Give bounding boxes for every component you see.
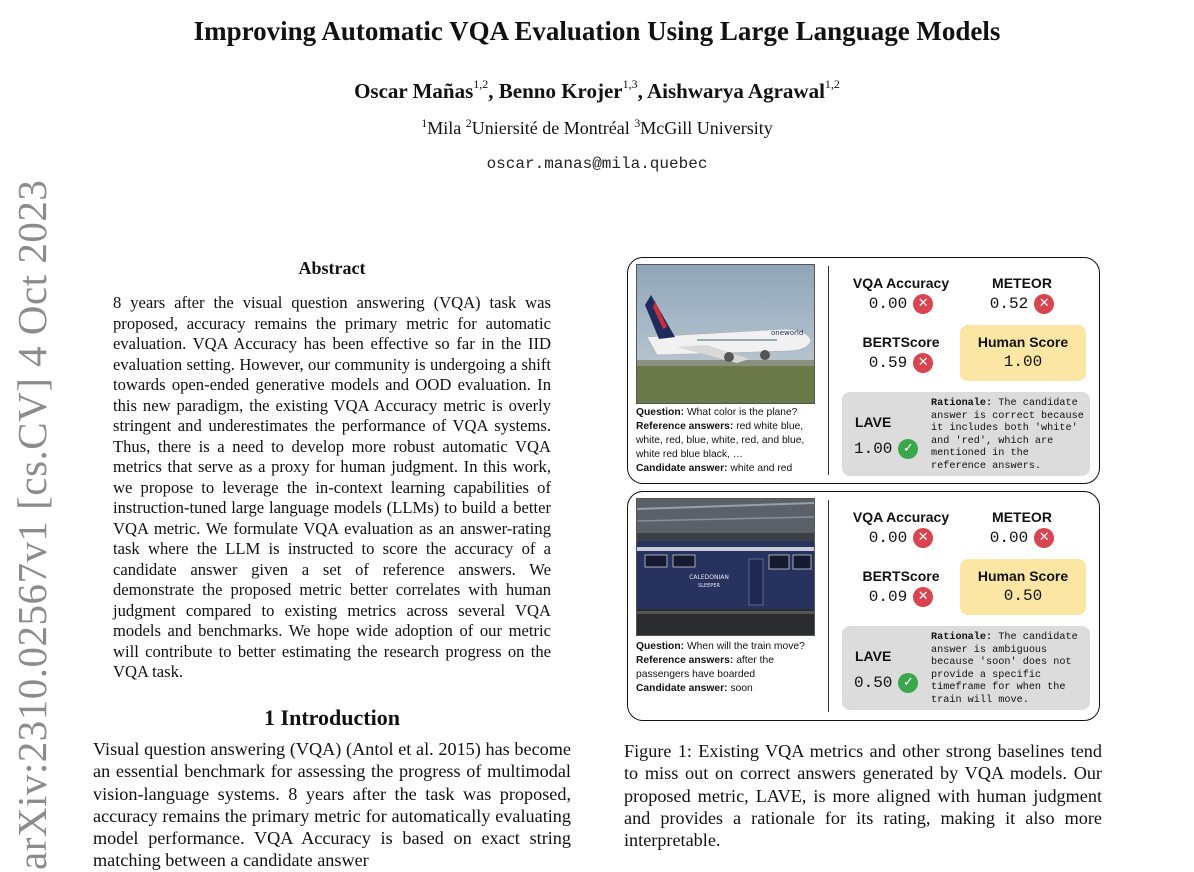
lave-box bbox=[842, 392, 1090, 476]
metric-value: 0.50 bbox=[1003, 587, 1043, 605]
example-qa-block bbox=[636, 406, 826, 476]
metric-value: 0.52 bbox=[989, 295, 1029, 313]
author-affiliation-marker: 1,2 bbox=[473, 77, 489, 91]
photo-airplane bbox=[636, 264, 815, 404]
affiliation-number: 1 bbox=[421, 116, 428, 130]
rationale-text bbox=[931, 632, 1087, 708]
abstract-text: 8 years after the visual question answering (VQA) task was proposed, accuracy remains the primary metric for automatic evaluation. VQA Accuracy has been effective so far in the IID evaluation setting. However, our community is undergoing a shift towards open-ended generative models and OOD evaluation. In this new paradigm, the existing VQA Accuracy metric is overly stringent and underestimates the performance of VQA systems. Thus, there is a need to develop more robust automatic VQA metrics that serve as a proxy for human judgment. In this work, we propose to leverage the in-context learning capabilities of instruction-tuned large language models (LLMs) to build a better VQA metric. We formulate VQA evaluation as an answer-rating task where the LLM is instructed to score the accuracy of a candidate answer given a set of reference answers. We demonstrate the proposed metric better correlates with human judgment compared to existing metrics across several VQA models and benchmarks. We hope wide adoption of our metric will contribute to better estimating the research progress on the VQA task. bbox=[113, 293, 551, 681]
metric-value: 0.59 bbox=[868, 354, 908, 372]
airplane-livery-text: oneworld bbox=[771, 329, 804, 337]
candidate-answer-text: soon bbox=[730, 683, 753, 694]
question-label: Question: bbox=[636, 641, 685, 652]
metric-name: VQA Accuracy bbox=[852, 509, 950, 525]
references-label: Reference answers: bbox=[636, 421, 734, 432]
rationale-label: Rationale: bbox=[931, 632, 993, 643]
references-label: Reference answers: bbox=[636, 655, 734, 666]
author-affiliation-marker: 1,3 bbox=[622, 77, 638, 91]
lave-label: LAVE bbox=[855, 414, 892, 430]
metric-value: 0.00 bbox=[868, 295, 908, 313]
section-heading-introduction: 1 Introduction bbox=[264, 705, 400, 730]
metric-value: 0.09 bbox=[868, 588, 908, 606]
affiliations bbox=[0, 118, 1194, 139]
rationale-body: The candidate answer is correct because it includes both 'white' and 'red', which are mentioned in the reference answers. bbox=[931, 398, 1084, 472]
figure-example-card-1 bbox=[627, 257, 1100, 484]
metric-value: 0.00 bbox=[868, 529, 908, 547]
wrong-icon: ✕ bbox=[913, 587, 933, 607]
reference-answers-text: red white blue, white, red, blue, white, red, and blue, white red blue black, … bbox=[636, 421, 805, 460]
metric-name: BERTScore bbox=[862, 568, 940, 584]
author-separator: , bbox=[488, 79, 499, 103]
author-list bbox=[0, 79, 1194, 104]
affiliation-number: 2 bbox=[465, 116, 472, 130]
rationale-label: Rationale: bbox=[931, 398, 993, 409]
metric-human-score bbox=[960, 559, 1086, 615]
lave-label: LAVE bbox=[855, 648, 892, 664]
metric-name: Human Score bbox=[977, 334, 1069, 350]
rationale-text bbox=[931, 398, 1087, 474]
metric-meteor bbox=[962, 509, 1082, 548]
metric-vqa-accuracy bbox=[841, 509, 961, 548]
wrong-icon: ✕ bbox=[913, 353, 933, 373]
metric-vqa-accuracy bbox=[841, 275, 961, 314]
author-email[interactable]: oscar.manas@mila.quebec bbox=[486, 155, 708, 173]
metric-value: 0.00 bbox=[989, 529, 1029, 547]
wrong-icon: ✕ bbox=[1034, 294, 1054, 314]
wrong-icon: ✕ bbox=[913, 294, 933, 314]
train-name-text: SLEEPER bbox=[698, 583, 720, 589]
abstract-heading: Abstract bbox=[298, 258, 366, 278]
wrong-icon: ✕ bbox=[913, 528, 933, 548]
metric-name: METEOR bbox=[992, 509, 1052, 525]
author-affiliation-marker: 1,2 bbox=[824, 77, 840, 91]
rationale-body: The candidate answer is ambiguous because 'soon' does not provide a specific timeframe for when the train will move. bbox=[931, 632, 1078, 706]
metric-name: BERTScore bbox=[862, 334, 940, 350]
affiliation-name: Mila bbox=[427, 118, 466, 138]
candidate-answer-text: white and red bbox=[730, 463, 793, 474]
lave-value: 1.00 bbox=[854, 440, 893, 458]
introduction-text: Visual question answering (VQA) (Antol et al. 2015) has become an essential benchmark for assessing the progress of multimodal vision-language systems. 8 years after the task was proposed, accuracy remains the primary metric for automatically evaluating model performance. VQA Accuracy is based on exact string matching between a candidate answer bbox=[93, 739, 571, 871]
question-text: What color is the plane? bbox=[686, 407, 798, 418]
metric-meteor bbox=[962, 275, 1082, 314]
reference-answers-text: after the passengers have boarded bbox=[636, 655, 774, 680]
figure-example-card-2 bbox=[627, 491, 1100, 721]
photo-train bbox=[636, 498, 815, 636]
figure-caption: Figure 1: Existing VQA metrics and other strong baselines tend to miss out on correct answers generated by VQA models. Our proposed metric, LAVE, is more aligned with human judgment and provides a rationale for its rating, making it also more interpretable. bbox=[624, 741, 1102, 851]
metric-bertscore bbox=[841, 568, 961, 607]
train-illustration bbox=[637, 499, 814, 635]
affiliation-name: Uniersité de Montréal bbox=[471, 118, 635, 138]
example-qa-block bbox=[636, 640, 826, 696]
author-name: Aishwarya Agrawal bbox=[646, 79, 825, 103]
check-icon: ✓ bbox=[898, 673, 918, 693]
candidate-label: Candidate answer: bbox=[636, 463, 728, 474]
metric-name: Human Score bbox=[977, 568, 1069, 584]
candidate-label: Candidate answer: bbox=[636, 683, 728, 694]
lave-value: 0.50 bbox=[854, 674, 893, 692]
question-text: When will the train move? bbox=[686, 641, 805, 652]
metric-human-score bbox=[960, 325, 1086, 381]
affiliation-number: 3 bbox=[634, 116, 641, 130]
airplane-illustration bbox=[637, 265, 814, 403]
author-name: Benno Krojer bbox=[498, 79, 623, 103]
check-icon: ✓ bbox=[898, 439, 918, 459]
author-separator: , bbox=[637, 79, 647, 103]
affiliation-name: McGill University bbox=[640, 118, 773, 138]
card-divider bbox=[828, 500, 829, 712]
author-name: Oscar Mañas bbox=[354, 79, 474, 103]
question-label: Question: bbox=[636, 407, 685, 418]
wrong-icon: ✕ bbox=[1034, 528, 1054, 548]
card-divider bbox=[828, 266, 829, 475]
metric-bertscore bbox=[841, 334, 961, 373]
arxiv-stamp: arXiv:2310.02567v1 [cs.CV] 4 Oct 2023 bbox=[9, 179, 55, 870]
metric-name: METEOR bbox=[992, 275, 1052, 291]
lave-box bbox=[842, 626, 1090, 710]
metric-value: 1.00 bbox=[1003, 353, 1043, 371]
metric-name: VQA Accuracy bbox=[852, 275, 950, 291]
paper-title: Improving Automatic VQA Evaluation Using Large Language Models bbox=[193, 16, 1001, 46]
train-name-text: CALEDONIAN bbox=[689, 574, 729, 581]
